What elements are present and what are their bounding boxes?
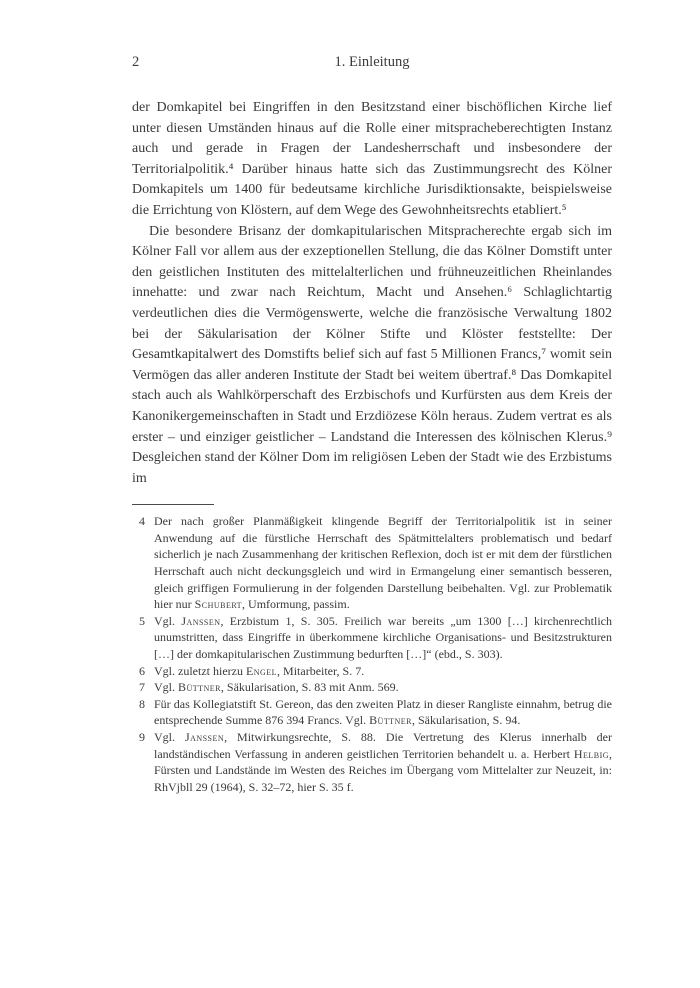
footnote xyxy=(132,513,612,613)
footnote-number: 9 xyxy=(139,730,145,744)
footnote-text: Für das Kollegiatstift St. Gereon, das den zweiten Platz in dieser Rangliste einnahm, betrug die entsprechende Summe 876 394 Francs. Vgl. Büttner, Säkularisation, S. 94. xyxy=(154,696,612,728)
footnote xyxy=(132,613,612,663)
footnote-text: Der nach großer Planmäßigkeit klingende Begriff der Territorialpolitik ist in seiner Anwendung auf die fürstliche Herrschaft des Spätmittelalters problematisch und bedarf sicherlich je nach Zusammenhang der kritischen Reflexion, doch ist er mit dem der fürstlichen Herrschaft auch nicht deckungsgleich und wird in Ermangelung einer semantisch besseren, gleich griffigen Formulierung in der folgenden Darstellung beibehalten. Vgl. zur Problematik hier nur Schubert, Umformung, passim. xyxy=(154,514,612,612)
body-text xyxy=(132,98,612,489)
footnote-separator xyxy=(132,504,214,505)
footnote-text: Vgl. Büttner, Säkularisation, S. 83 mit Anm. 569. xyxy=(154,680,399,695)
footnote xyxy=(132,729,612,795)
body-paragraph-2: Die besondere Brisanz der domkapitularischen Mitspracherechte ergab sich im Kölner Fall vor allem aus der exzeptionellen Stellung, die das Kölner Domstift unter den geistlichen Instituten des mittelalterlichen und frühneuzeitlichen Rheinlandes innehatte: und zwar nach Reichtum, Macht und Ansehen.⁶ Schlaglichtartig verdeutlichen dies die Vermögenswerte, welche die französische Verwaltung 1802 bei der Säkularisation der Kölner Stifte und Klöster feststellte: Der Gesamtkapitalwert des Domstifts belief sich auf fast 5 Millionen Francs,⁷ womit sein Vermögen das aller anderen Institute der Stadt bei weitem übertraf.⁸ Das Domkapitel stach auch als Wahlkörperschaft des Erzbischofs und Kurfürsten aus dem Kreis der Kanonikergemeinschaften in Stadt und Erzdiözese Köln heraus. Zudem vertrat es als erster – und einziger geistlicher – Landstand die Interessen des kölnischen Klerus.⁹ Desgleichen stand der Kölner Dom im religiösen Leben der Stadt wie des Erzbistums im xyxy=(132,223,612,486)
footnote-number: 8 xyxy=(139,696,145,711)
footnote-number: 6 xyxy=(139,663,145,678)
page-header xyxy=(132,54,612,74)
running-header: 1. Einleitung xyxy=(334,54,410,70)
footnote-text: Vgl. Janssen, Erzbistum 1, S. 305. Freilich war bereits „um 1300 […] kirchenrechtlich unumstritten, dass Eingriffe in überkommene kirchliche Organisations- und Besitzstrukturen […] der domkapitularischen Zustimmung bedurften […]“ (ebd., S. 303). xyxy=(154,613,612,662)
footnote-text: Vgl. zuletzt hierzu Engel, Mitarbeiter, S. 7. xyxy=(154,663,365,678)
page-number: 2 xyxy=(132,54,140,70)
footnote-number: 7 xyxy=(139,680,145,695)
footnote-number: 5 xyxy=(139,613,145,628)
footnotes-section xyxy=(132,513,612,795)
footnote xyxy=(132,696,612,729)
body-paragraph-1: der Domkapitel bei Eingriffen in den Besitzstand einer bischöflichen Kirche lief unter diesen Umständen hinaus auf die Rolle einer mitspracheberechtigten Instanz auch und gerade in Fragen der Landesherrschaft und insbesondere der Territorialpolitik.⁴ Darüber hinaus hatte sich das Zustimmungsrecht des Kölner Domkapitels um 1400 für bedeutsame kirchliche Jurisdiktionsakte, beispielsweise die Errichtung von Klöstern, auf dem Wege des Gewohnheitsrechts etabliert.⁵ xyxy=(132,100,612,218)
footnote-number: 4 xyxy=(139,514,145,529)
footnote xyxy=(132,679,612,696)
footnote xyxy=(132,663,612,680)
footnote-text: Vgl. Janssen, Mitwirkungsrechte, S. 88. Die Vertretung des Klerus innerhalb der landständischen Verfassung in anderen geistlichen Territorien behandelt u. a. Herbert Helbig, Fürsten und Landstände im Westen des Reiches im Übergang vom Mittelalter zur Neuzeit, in: RhVjbll 29 (1964), S. 32–72, hier S. 35 f. xyxy=(154,730,613,794)
